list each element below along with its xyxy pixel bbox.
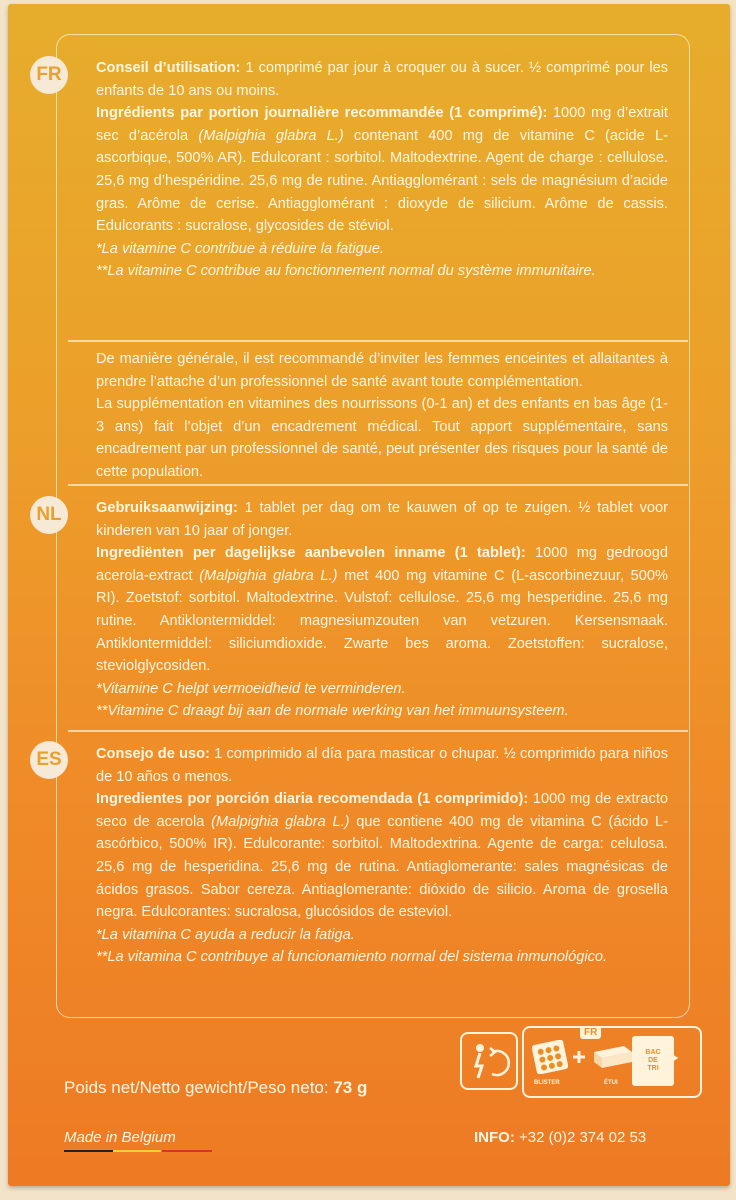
fr-claim-1: *La vitamine C contribue à réduire la fatigue. — [96, 240, 384, 257]
blister-label: BLISTER — [534, 1080, 560, 1086]
nl-ingredients-label: Ingrediënten per dagelijkse aanbevolen inname (1 tablet): — [96, 545, 526, 562]
belgian-flag-line — [64, 1150, 212, 1152]
fr-usage-label: Conseil d’utilisation: — [96, 60, 241, 76]
info-label: INFO: — [474, 1129, 515, 1146]
fr-warning-1: De manière générale, il est recommandé d’inviter les femmes enceintes et allaitantes à prendre l’attache d’un professionnel de santé avant toute complémentation. — [96, 351, 668, 390]
flag-es-badge: ES — [30, 741, 68, 779]
bin-line-1: BAC — [645, 1049, 661, 1056]
fr-ingredients-text-1: 1000 mg d’extrait sec d’acérola — [96, 105, 668, 144]
es-usage-text: 1 comprimido al día para masticar o chupar. ½ comprimido para niños de 10 años o menos. — [96, 746, 668, 785]
fr-usage-text: 1 comprimé par jour à croquer ou à sucer. ½ comprimé pour les enfants de 10 ans ou moins. — [96, 60, 668, 99]
bin-line-3: TRI — [647, 1065, 659, 1072]
section-fr — [96, 57, 668, 283]
case-label: ÉTUI — [604, 1080, 618, 1086]
bin-line-2: DE — [648, 1057, 658, 1064]
es-ingredients-text-2: que contiene 400 mg de vitamina C (ácido L-ascórbico, 500% IR). Edulcorante: sorbitol. Maltodextrina. Agente de carga: celulosa. 25,6 mg de hesperidina. 25,6 mg de rutina. Antiaglomerante: sales magnésicas de ácidos grasos. Sabor cereza. Antiaglomerante: dióxido de silicio. Aroma de grosella negra. Edulcorantes: sucralosa, glucósidos de esteviol. — [96, 813, 668, 921]
fr-ingredients-label: Ingrédients par portion journalière recommandée (1 comprimé): — [96, 105, 548, 122]
sorting-bin-icon — [632, 1036, 674, 1086]
es-claim-1: *La vitamina C ayuda a reducir la fatiga. — [96, 926, 355, 943]
es-usage-label: Consejo de uso: — [96, 746, 210, 762]
es-ingredients-label: Ingredientes por porción diaria recomendada (1 comprimido): — [96, 791, 529, 808]
section-fr-warning — [96, 348, 668, 484]
warning-divider-top — [68, 340, 688, 342]
flag-fr-badge: FR — [30, 56, 68, 94]
section-divider-es — [68, 730, 688, 732]
fr-claim-2: **La vitamine C contribue au fonctionnement normal du système immunitaire. — [96, 263, 596, 280]
es-claim-2: **La vitamina C contribuye al funcionamiento normal del sistema inmunológico. — [96, 949, 608, 966]
net-weight-value: 73 g — [333, 1078, 368, 1097]
nl-ingredients-text-1: 1000 mg gedroogd acerola-extract — [96, 545, 669, 584]
nl-claim-1: *Vitamine C helpt vermoeidheid te verminderen. — [96, 680, 406, 697]
recycling-info — [460, 1026, 698, 1094]
nl-usage-text: 1 tablet per dag om te kauwen of op te zuigen. ½ tablet voor kinderen van 10 jaar of jonger. — [96, 500, 668, 539]
fr-ingredients-text-2: contenant 400 mg de vitamine C (acide L-ascorbique, 500% AR). Edulcorant : sorbitol. Maltodextrine. Agent de charge : cellulose. 25,6 mg d’hespéridine. 25,6 mg de rutine. Antiagglomérant : sels de magnésium d’acide gras. Arôme de cerise. Antiagglomérant : dioxyde de silicium. Arôme de cassis. Edulcorants : sucralose, glycosides de stéviol. — [96, 127, 668, 235]
nl-claim-2: **Vitamine C draagt bij aan de normale werking van het immuunsysteem. — [96, 703, 569, 720]
nl-ingredients-latin: (Malpighia glabra L.) — [199, 567, 338, 584]
section-es — [96, 743, 668, 969]
plus-icon — [572, 1050, 586, 1064]
section-nl — [96, 497, 668, 723]
info-phone — [474, 1129, 646, 1146]
nl-usage-label: Gebruiksaanwijzing: — [96, 500, 238, 516]
case-icon — [590, 1044, 634, 1070]
sorting-box — [522, 1026, 702, 1098]
blister-icon — [532, 1040, 568, 1074]
net-weight-label: Poids net/Netto gewicht/Peso neto: — [64, 1078, 334, 1097]
fr-ingredients-latin: (Malpighia glabra L.) — [198, 127, 344, 144]
nl-ingredients-text-2: met 400 mg vitamine C (L-ascorbinezuur, 500% RI). Zoetstof: sorbitol. Maltodextrine. Vulstof: cellulose. 25,6 mg hesperidine. 25,6 mg rutine. Antiklontermiddel: magnesiumzouten van vetzuren. Kersensmaak. Antiklontermiddel: siliciumdioxide. Zwarte bes aroma. Zoetstoffen: sucralose, steviolglycosiden. — [96, 567, 668, 675]
sorting-tag-fr: FR — [580, 1026, 601, 1039]
made-in-label: Made in Belgium — [64, 1129, 176, 1146]
info-phone-number: +32 (0)2 374 02 53 — [514, 1129, 647, 1146]
es-ingredients-text-1: 1000 mg de extracto seco de acerola — [96, 791, 668, 830]
fr-warning-2: La supplémentation en vitamines des nourrissons (0-1 an) et des enfants en bas âge (1-3 ans) fait l’objet d’un encadrement médical. Tout apport supplémentaire, sans encadrement par un professionnel de santé, peut présenter des risques pour la santé de cette population. — [96, 396, 668, 480]
es-ingredients-latin: (Malpighia glabra L.) — [211, 813, 350, 830]
triman-icon — [460, 1032, 518, 1090]
product-box-back — [8, 4, 730, 1186]
section-divider-nl — [68, 484, 688, 486]
flag-nl-badge: NL — [30, 496, 68, 534]
net-weight — [64, 1078, 367, 1098]
